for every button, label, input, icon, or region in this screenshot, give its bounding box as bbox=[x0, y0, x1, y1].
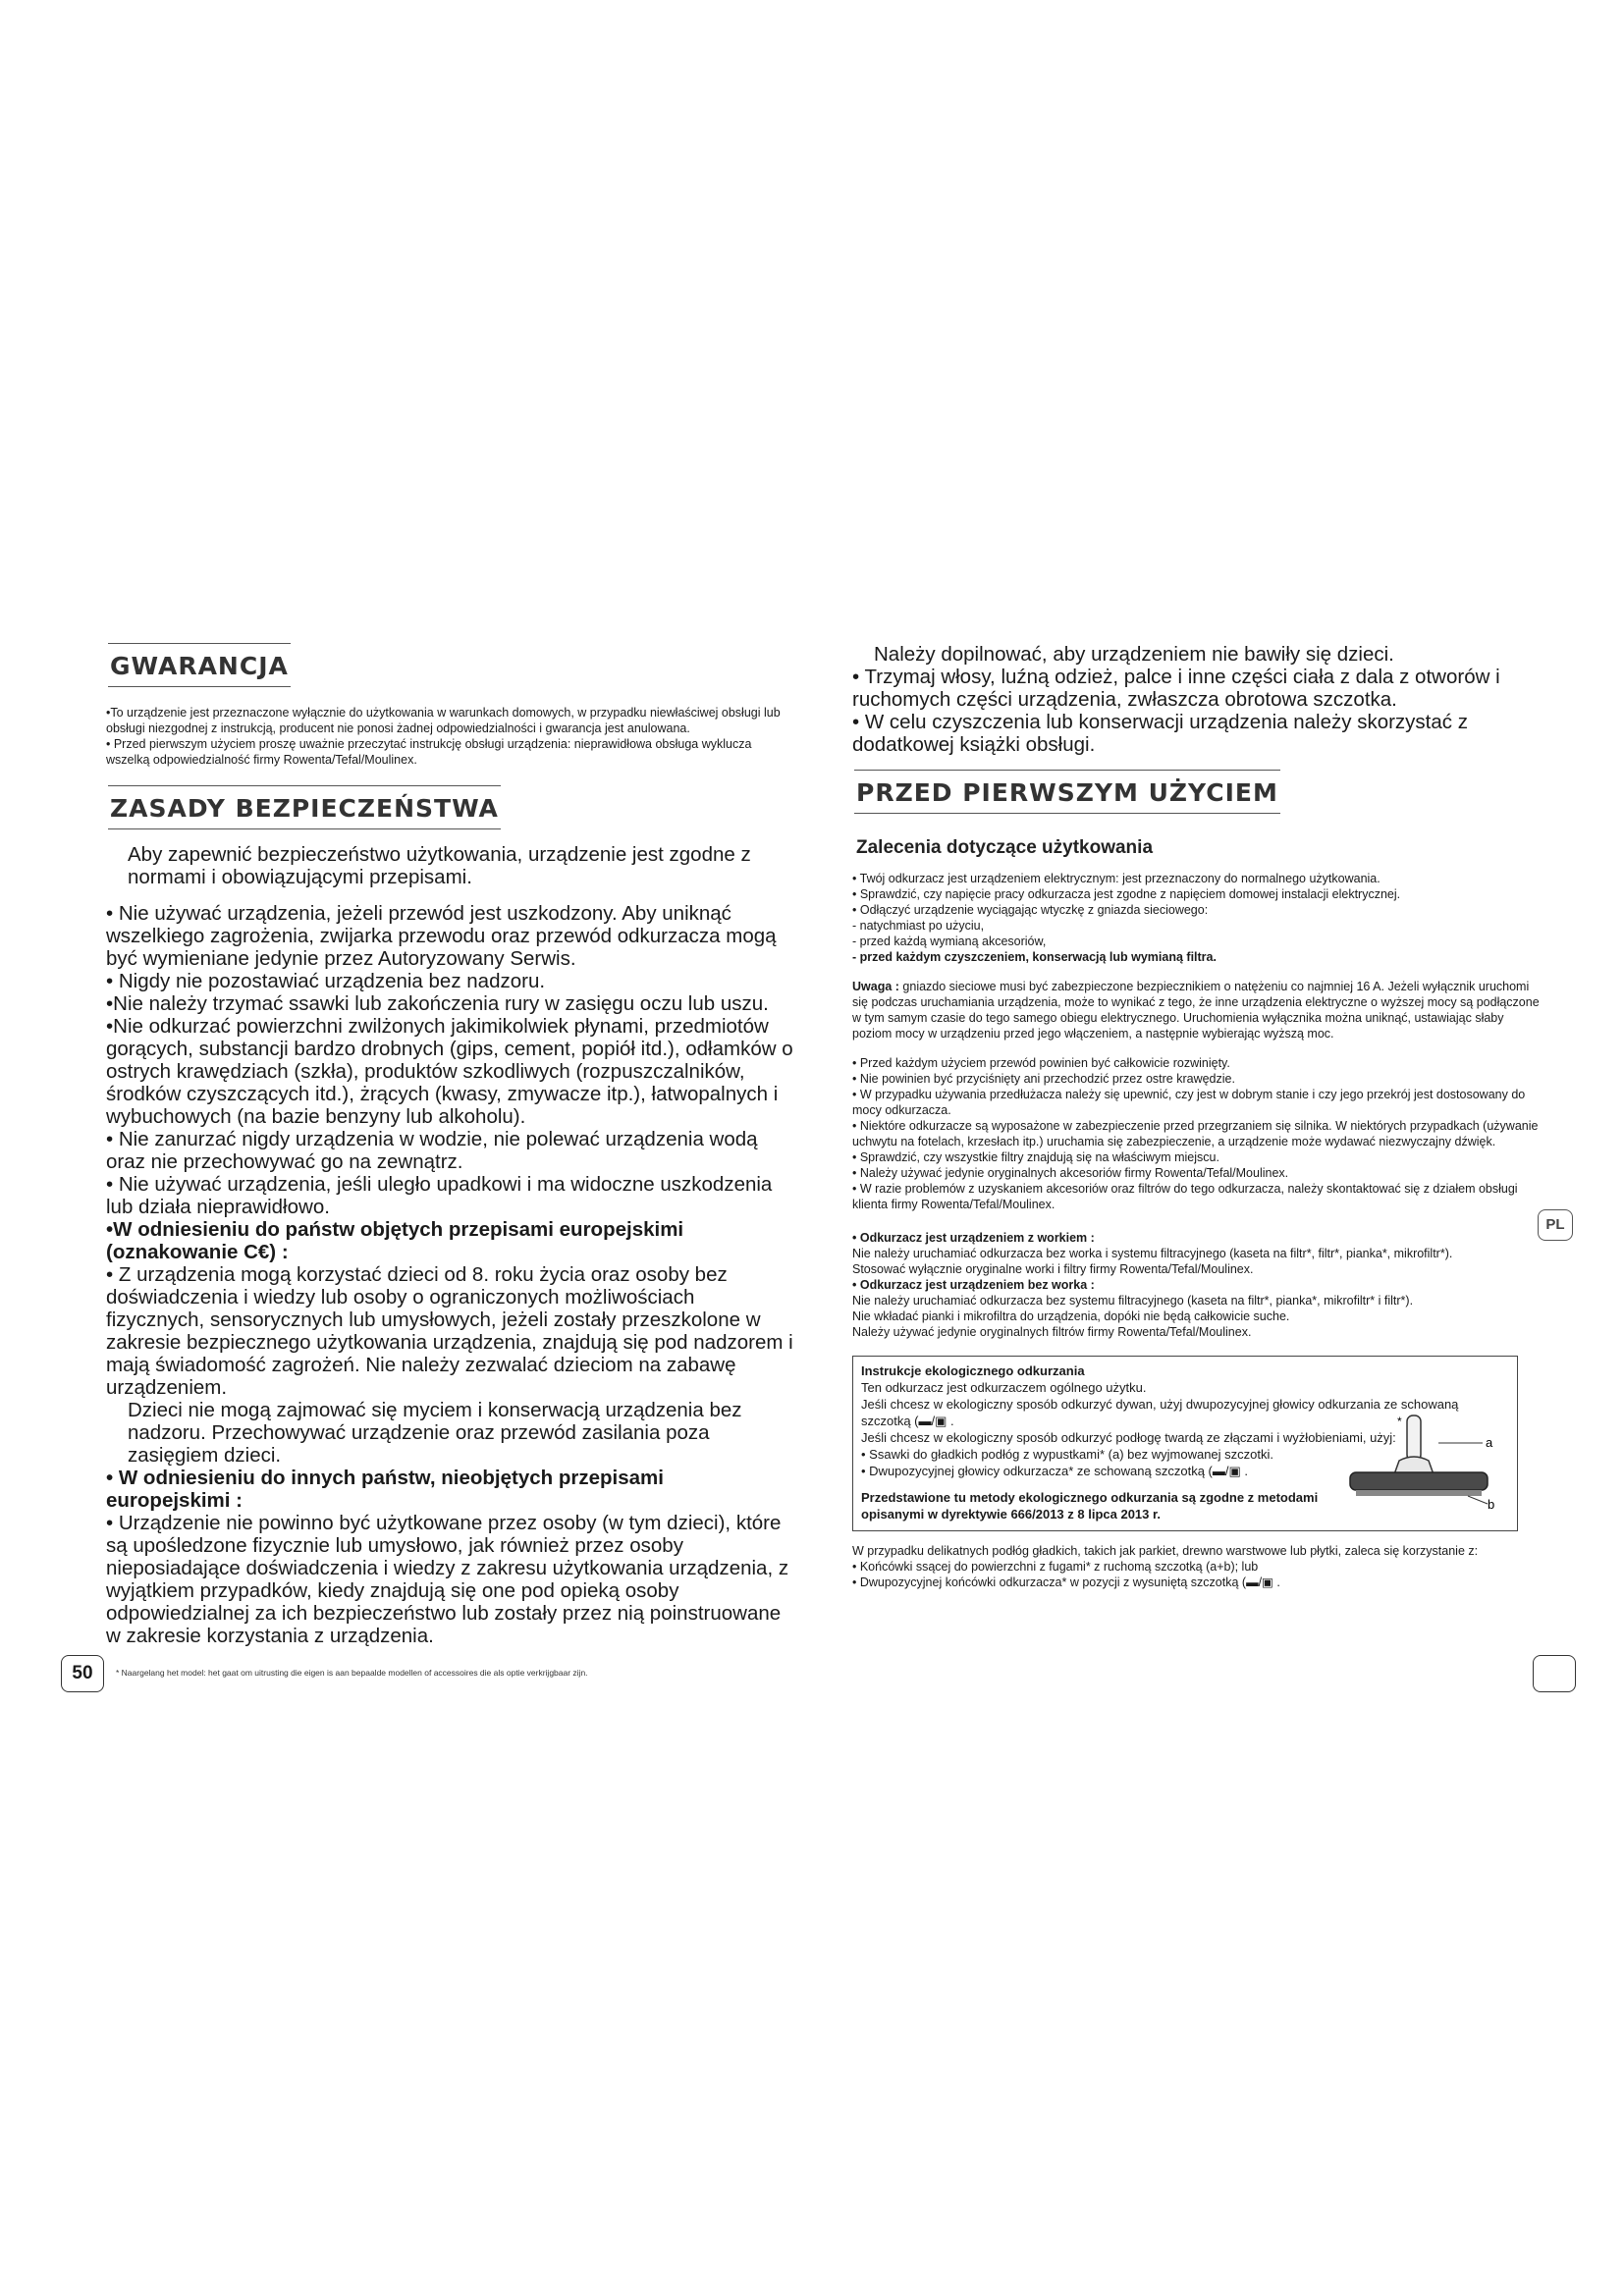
safety-item: •Nie odkurzać powierzchni zwilżonych jakimikolwiek płynami, przedmiotów gorących, substancji bardzo drobnych (gips, cement, popiół itd.), odłamków o ostrych krawędziach (szkła), produktów szkodliwych (rozpuszczalników, środków czyszczących itd.), żrących (kwasy, zmywacze itp.), łatwopalnych i wybuchowych (na bazie benzyny lub alkoholu). bbox=[106, 1015, 793, 1128]
brush-bristles bbox=[1356, 1490, 1482, 1496]
check-item: • W razie problemów z uzyskaniem akcesoriów oraz filtrów do tego odkurzacza, należy skontaktować się z działem obsługi klienta firmy Rowenta/Tefal/Moulinex. bbox=[852, 1182, 1518, 1211]
right-top-text bbox=[852, 643, 1540, 756]
zalecenia-list bbox=[852, 871, 1540, 965]
page-number: 50 bbox=[61, 1655, 104, 1692]
eu-heading: •W odniesieniu do państw objętych przepisami europejskimi (oznakowanie C€) : bbox=[106, 1218, 684, 1263]
check-item: • Należy używać jedynie oryginalnych akcesoriów firmy Rowenta/Tefal/Moulinex. bbox=[852, 1166, 1289, 1180]
safety-item: • Nie zanurzać nigdy urządzenia w wodzie, nie polewać urządzenia wodą oraz nie przechowywać go na zewnątrz. bbox=[106, 1128, 758, 1173]
zalecenia-item: • Twój odkurzacz jest urządzeniem elektrycznym: jest przeznaczony do normalnego użytkowania. bbox=[852, 872, 1380, 885]
check-item: • W przypadku używania przedłużacza należy się upewnić, czy jest w dobrym stanie i czy jego przekrój jest dostosowany do mocy odkurzacza. bbox=[852, 1088, 1526, 1117]
zalecenia-item: - natychmiast po użyciu, bbox=[852, 919, 985, 933]
workiem-heading: • Odkurzacz jest urządzeniem z workiem : bbox=[852, 1231, 1095, 1245]
page-number-right-box bbox=[1533, 1655, 1576, 1692]
brush-handle bbox=[1407, 1415, 1421, 1461]
eco-line: • Ssawki do gładkich podłóg z wypustkami* (a) bez wyjmowanej szczotki. bbox=[861, 1447, 1273, 1462]
eu-item: Dzieci nie mogą zajmować się myciem i konserwacją urządzenia bez nadzoru. Przechowywać urządzenie oraz przewód zasilania poza zasięgiem dzieci. bbox=[128, 1399, 742, 1467]
safety-item: • Nie używać urządzenia, jeżeli przewód jest uszkodzony. Aby uniknąć wszelkiego zagrożenia, zwijarka przewodu oraz przewód odkurzacza mogą być wymieniane jedynie przez Autoryzowany Serwis. bbox=[106, 902, 777, 970]
footnote: * Naargelang het model: het gaat om uitrusting die eigen is aan bepaalde modellen of accessoires die als optie verkrijgbaar zijn. bbox=[116, 1668, 588, 1678]
non-eu-heading: • W odniesieniu do innych państw, nieobjętych przepisami europejskimi : bbox=[106, 1467, 664, 1512]
check-list bbox=[852, 1055, 1540, 1212]
workiem-line: Stosować wyłącznie oryginalne worki i filtry firmy Rowenta/Tefal/Moulinex. bbox=[852, 1262, 1254, 1276]
workiem-line: Nie należy uruchamiać odkurzacza bez worka i systemu filtracyjnego (kaseta na filtr*, filtr*, pianka*, mikrofiltr*). bbox=[852, 1247, 1453, 1260]
zalecenia-item: - przed każdą wymianą akcesoriów, bbox=[852, 934, 1047, 948]
gwarancja-title: GWARANCJA bbox=[108, 643, 291, 687]
bottom-text bbox=[852, 1543, 1540, 1590]
eco-line: Jeśli chcesz w ekologiczny sposób odkurzyć podłogę twardą ze złączami i wyżłobieniami, użyj: bbox=[861, 1430, 1396, 1445]
zalecenia-item: - przed każdym czyszczeniem, konserwacją lub wymianą filtra. bbox=[852, 950, 1217, 964]
uwaga-text: gniazdo sieciowe musi być zabezpieczone bezpiecznikiem o natężeniu co najmniej 16 A. Jeżeli wyłącznik uruchomi się podczas uruchamiania urządzenia, może to wynikać z tego, że inne urządzenia elektryczne o wyższej mocy są podłączone w tym samym czasie do tego samego obiegu elektrycznego. Uruchomienia wyłącznika można uniknąć, ustawiając słaby poziom mocy w urządzeniu przed jego włączeniem, a następnie wybierając wyższą moc. bbox=[852, 980, 1540, 1041]
eco-footer: Przedstawione tu metody ekologicznego odkurzania są zgodne z metodami opisanymi w dyrektywie 666/2013 z 8 lipca 2013 r. bbox=[861, 1490, 1319, 1522]
right-column bbox=[852, 643, 1540, 1590]
label-b: b bbox=[1488, 1497, 1495, 1512]
gwarancja-item: • Przed pierwszym użyciem proszę uważnie przeczytać instrukcję obsługi urządzenia: nieprawidłowa obsługa wyklucza wszelką odpowiedzialność firmy Rowenta/Tefal/Moulinex. bbox=[106, 737, 752, 767]
zalecenia-item: • Odłączyć urządzenie wyciągając wtyczkę z gniazda sieciowego: bbox=[852, 903, 1209, 917]
label-star: * bbox=[1397, 1415, 1402, 1428]
top-item: • Trzymaj włosy, luźną odzież, palce i inne części ciała z dala z otworów i ruchomych części urządzenia, zwłaszcza obrotowa szczotka. bbox=[852, 666, 1500, 711]
eco-line: • Dwupozycyjnej głowicy odkurzacza* ze schowaną szczotką (▬/▣ . bbox=[861, 1464, 1249, 1478]
check-item: • Niektóre odkurzacze są wyposażone w zabezpieczenie przed przegrzaniem się silnika. W niektórych przypadkach (używanie uchwytu na fotelach, krzesłach itp.) uruchamia się zabezpieczenie, a urządzenie może wydawać niezwyczajny dźwięk. bbox=[852, 1119, 1539, 1148]
floor-brush-illustration bbox=[1340, 1414, 1497, 1512]
non-eu-item: • Urządzenie nie powinno być użytkowane przez osoby (w tym dzieci), które są upośledzone fizycznie lub umysłowo, jak również przez osoby nieposiadające doświadczenia i wiedzy z zakresu użytkowania urządzenia, z wyjątkiem przypadków, kiedy znajdują się one pod opieką osoby odpowiedzialnej za ich bezpieczeństwo lub zostały przez nią poinstruowane w zakresie korzystania z urządzenia. bbox=[106, 1512, 789, 1647]
brush-retracted-icon: ▬/▣ bbox=[1212, 1464, 1241, 1478]
check-item: • Sprawdzić, czy wszystkie filtry znajdują się na właściwym miejscu. bbox=[852, 1150, 1219, 1164]
language-badge-pl: PL bbox=[1538, 1209, 1573, 1241]
top-item: Należy dopilnować, aby urządzeniem nie bawiły się dzieci. bbox=[874, 643, 1394, 666]
bez-worka-line: Nie należy uruchamiać odkurzacza bez systemu filtracyjnego (kaseta na filtr*, pianka*, mikrofiltr* i filtr*). bbox=[852, 1294, 1414, 1308]
left-column bbox=[106, 643, 793, 1647]
zalecenia-item: • Sprawdzić, czy napięcie pracy odkurzacza jest zgodne z napięciem domowej instalacji elektrycznej. bbox=[852, 887, 1401, 901]
bag-section bbox=[852, 1230, 1540, 1340]
uwaga-label: Uwaga : bbox=[852, 980, 899, 993]
intro-text: Aby zapewnić bezpieczeństwo użytkowania, urządzenie jest zgodne z normami i obowiązującymi przepisami. bbox=[128, 843, 751, 888]
gwarancja-item: •To urządzenie jest przeznaczone wyłącznie do użytkowania w warunkach domowych, w przypadku niewłaściwej obsługi lub obsługi niezgodnej z instrukcją, producent nie ponosi żadnej odpowiedzialności i gwarancja jest anulowana. bbox=[106, 706, 781, 735]
bez-worka-line: Należy używać jedynie oryginalnych filtrów firmy Rowenta/Tefal/Moulinex. bbox=[852, 1325, 1252, 1339]
label-a: a bbox=[1486, 1435, 1493, 1450]
bottom-line: W przypadku delikatnych podłóg gładkich, takich jak parkiet, drewno warstwowe lub płytki, zaleca się korzystanie z: bbox=[852, 1544, 1479, 1558]
eco-line: Ten odkurzacz jest odkurzaczem ogólnego użytku. bbox=[861, 1380, 1147, 1395]
brush-extended-icon: ▬/▣ bbox=[1246, 1575, 1273, 1589]
eco-title: Instrukcje ekologicznego odkurzania bbox=[861, 1363, 1085, 1378]
uwaga-paragraph bbox=[852, 979, 1540, 1041]
przed-title: PRZED PIERWSZYM UŻYCIEM bbox=[854, 770, 1280, 814]
top-item: • W celu czyszczenia lub konserwacji urządzenia należy skorzystać z dodatkowej książki obsługi. bbox=[852, 711, 1468, 756]
safety-text bbox=[106, 843, 793, 1647]
gwarancja-text bbox=[106, 705, 793, 768]
safety-item: • Nigdy nie pozostawiać urządzenia bez nadzoru. bbox=[106, 970, 546, 992]
check-item: • Przed każdym użyciem przewód powinien być całkowicie rozwinięty. bbox=[852, 1056, 1230, 1070]
safety-item: • Nie używać urządzenia, jeśli uległo upadkowi i ma widoczne uszkodzenia lub działa nieprawidłowo. bbox=[106, 1173, 773, 1218]
bez-worka-heading: • Odkurzacz jest urządzeniem bez worka : bbox=[852, 1278, 1095, 1292]
bottom-line: • Końcówki ssącej do powierzchni z fugami* z ruchomą szczotką (a+b); lub bbox=[852, 1560, 1259, 1574]
check-item: • Nie powinien być przyciśnięty ani przechodzić przez ostre krawędzie. bbox=[852, 1072, 1235, 1086]
brush-head bbox=[1350, 1472, 1488, 1490]
eu-item: • Z urządzenia mogą korzystać dzieci od 8. roku życia oraz osoby bez doświadczenia i wiedzy lub osoby o ograniczonych możliwościach fizycznych, sensorycznych lub umysłowych, jeżeli zostały przeszkolone w zakresie bezpiecznego użytkowania urządzenia, znajdują się pod nadzorem i mają świadomość zagrożeń. Nie należy zezwalać dzieciom na zabawę urządzeniem. bbox=[106, 1263, 793, 1399]
safety-item: •Nie należy trzymać ssawki lub zakończenia rury w zasięgu oczu lub uszu. bbox=[106, 992, 769, 1015]
eco-box bbox=[852, 1356, 1518, 1531]
bottom-line: • Dwupozycyjnej końcówki odkurzacza* w pozycji z wysuniętą szczotką (▬/▣ . bbox=[852, 1575, 1280, 1589]
eco-line: Jeśli chcesz w ekologiczny sposób odkurzyć dywan, użyj dwupozycyjnej głowicy odkurzania ze schowaną szczotką (▬/▣ . bbox=[861, 1397, 1459, 1428]
zasady-title: ZASADY BEZPIECZEŃSTWA bbox=[108, 785, 501, 829]
zalecenia-title: Zalecenia dotyczące użytkowania bbox=[856, 837, 1154, 858]
brush-retracted-icon: ▬/▣ bbox=[918, 1414, 947, 1428]
bez-worka-line: Nie wkładać pianki i mikrofiltra do urządzenia, dopóki nie będą całkowicie suche. bbox=[852, 1309, 1290, 1323]
